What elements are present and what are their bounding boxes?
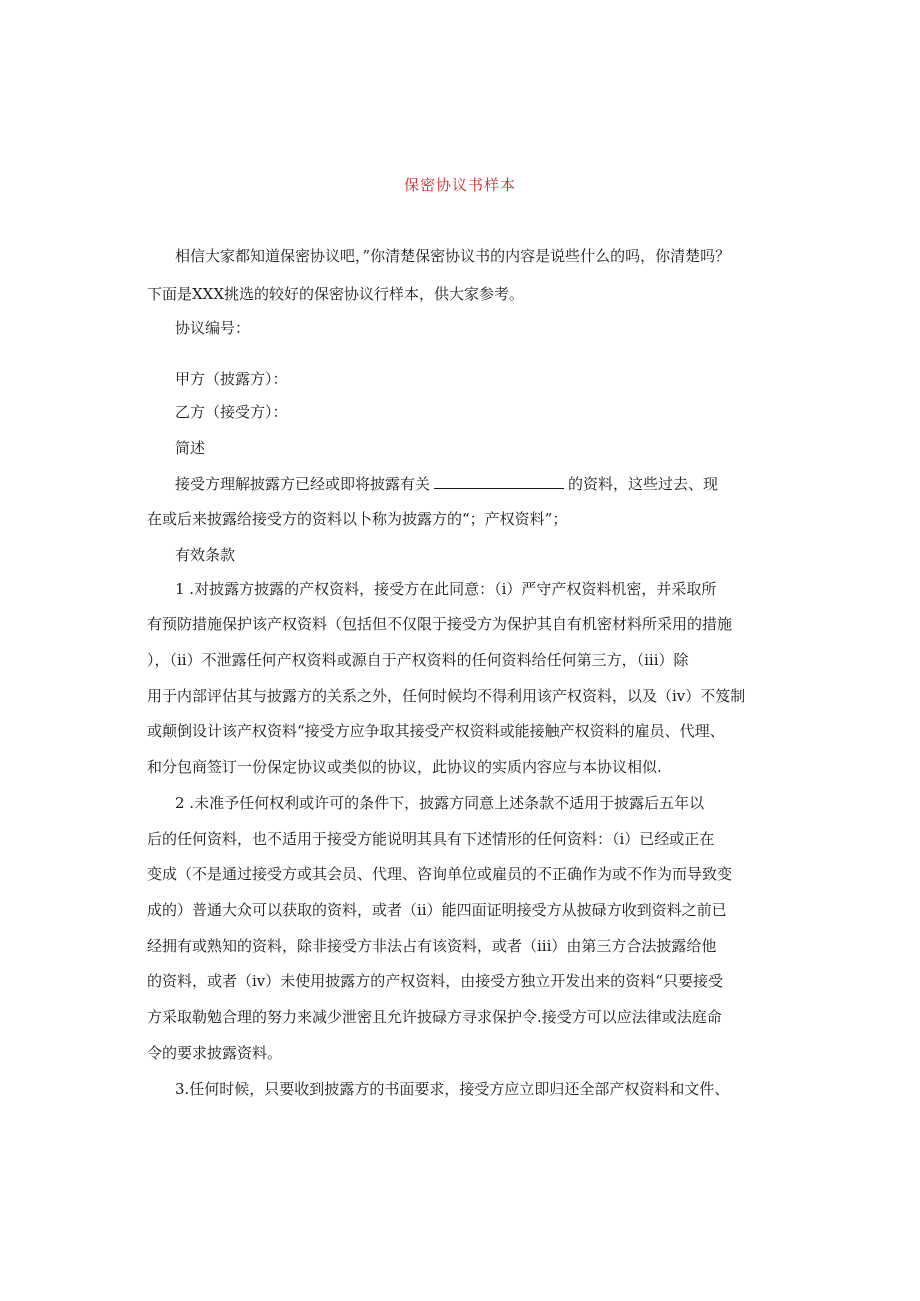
intro-line-2: 下面是XXX挑选的较好的保密协议行样本，供大家参考。 xyxy=(147,285,525,303)
agreement-number-label: 协议编号： xyxy=(175,319,251,337)
clause-2-line: 的资料，或者（iv）未使用披露方的产权资料，由接受方独立开发出来的资料“只要接受 xyxy=(147,972,723,990)
summary-heading: 简述 xyxy=(175,439,206,457)
clause-2-line: 成的）普通大众可以获取的资料，或者（ii）能四面证明接受方从披碌方收到资料之前已 xyxy=(147,901,727,919)
fill-in-blank xyxy=(434,473,564,489)
summary-line-1 xyxy=(175,473,718,494)
clause-1-line: 用于内部评估其与披露方的关系之外，任何时候均不得利用该产权资料，以及（iv）不笈制 xyxy=(147,687,746,705)
terms-heading: 有效条款 xyxy=(175,546,236,564)
clause-3-line: 3.任何时候，只要收到披露方的书面要求，接受方应立即归还全部产权资料和文件、 xyxy=(175,1080,730,1098)
clause-2-line: 2 .未准予任何权利或许可的条件下，披露方同意上述条款不适用于披露后五年以 xyxy=(175,794,705,812)
clause-1-line: ），（ii）不泄露任何产权资料或源自于产权资料的任何资料给任何第三方，（iii）除 xyxy=(147,651,689,669)
clause-2-line: 后的任何资料，也不适用于接受方能说明其具有下述情形的任何资料：（i）已经或正在 xyxy=(147,830,715,848)
clause-2-line: 方采取勒勉合理的努力来减少泄密且允许披碌方寻求保护令.接受方可以应法律或法庭命 xyxy=(147,1008,722,1026)
clause-1-line: 有预防措施保护该产权资料（包括但不仅限于接受方为保护其自有机密材料所采用的措施 xyxy=(147,615,733,633)
clause-2-line: 令的要求披露资料。 xyxy=(147,1044,283,1062)
clause-1-line: 和分包商签订一份保定协议或类似的协议，此协议的实质内容应与本协议相似. xyxy=(147,758,662,776)
summary-line-2: 在或后来披露给接受方的资料以卜称为披露方的“；产权资料”； xyxy=(147,510,568,528)
intro-line-1: 相信大家都知道保密协议吧，”你清楚保密协议书的内容是说些什么的吗，你清楚吗？ xyxy=(175,247,731,265)
clause-1-line: 或颠倒设计该产权资料“接受方应争取其接受产权资料或能接触产权资料的雇员、代理、 xyxy=(147,722,725,740)
clause-2-line: 变成（不是通过接受方或其会员、代理、咨询单位或雇员的不正确作为或不作为而导致变 xyxy=(147,865,733,883)
summary-text-before-blank: 接受方理解披露方已经或即将披露有关 xyxy=(175,475,431,493)
party-a-label: 甲方（披露方）： xyxy=(175,370,288,388)
party-b-label: 乙方（接受方）： xyxy=(175,403,288,421)
clause-1-line: 1 .对披露方披露的产权资料，接受方在此同意：（i）严守产权资料机密，并采取所 xyxy=(175,580,717,598)
summary-text-after-blank: 的资料，这些过去、现 xyxy=(568,475,719,493)
clause-2-line: 经拥有或熟知的资料，除非接受方非法占有该资料，或者（iii）由第三方合法披露给他 xyxy=(147,937,717,955)
page-title: 保密协议书样本 xyxy=(403,176,516,194)
